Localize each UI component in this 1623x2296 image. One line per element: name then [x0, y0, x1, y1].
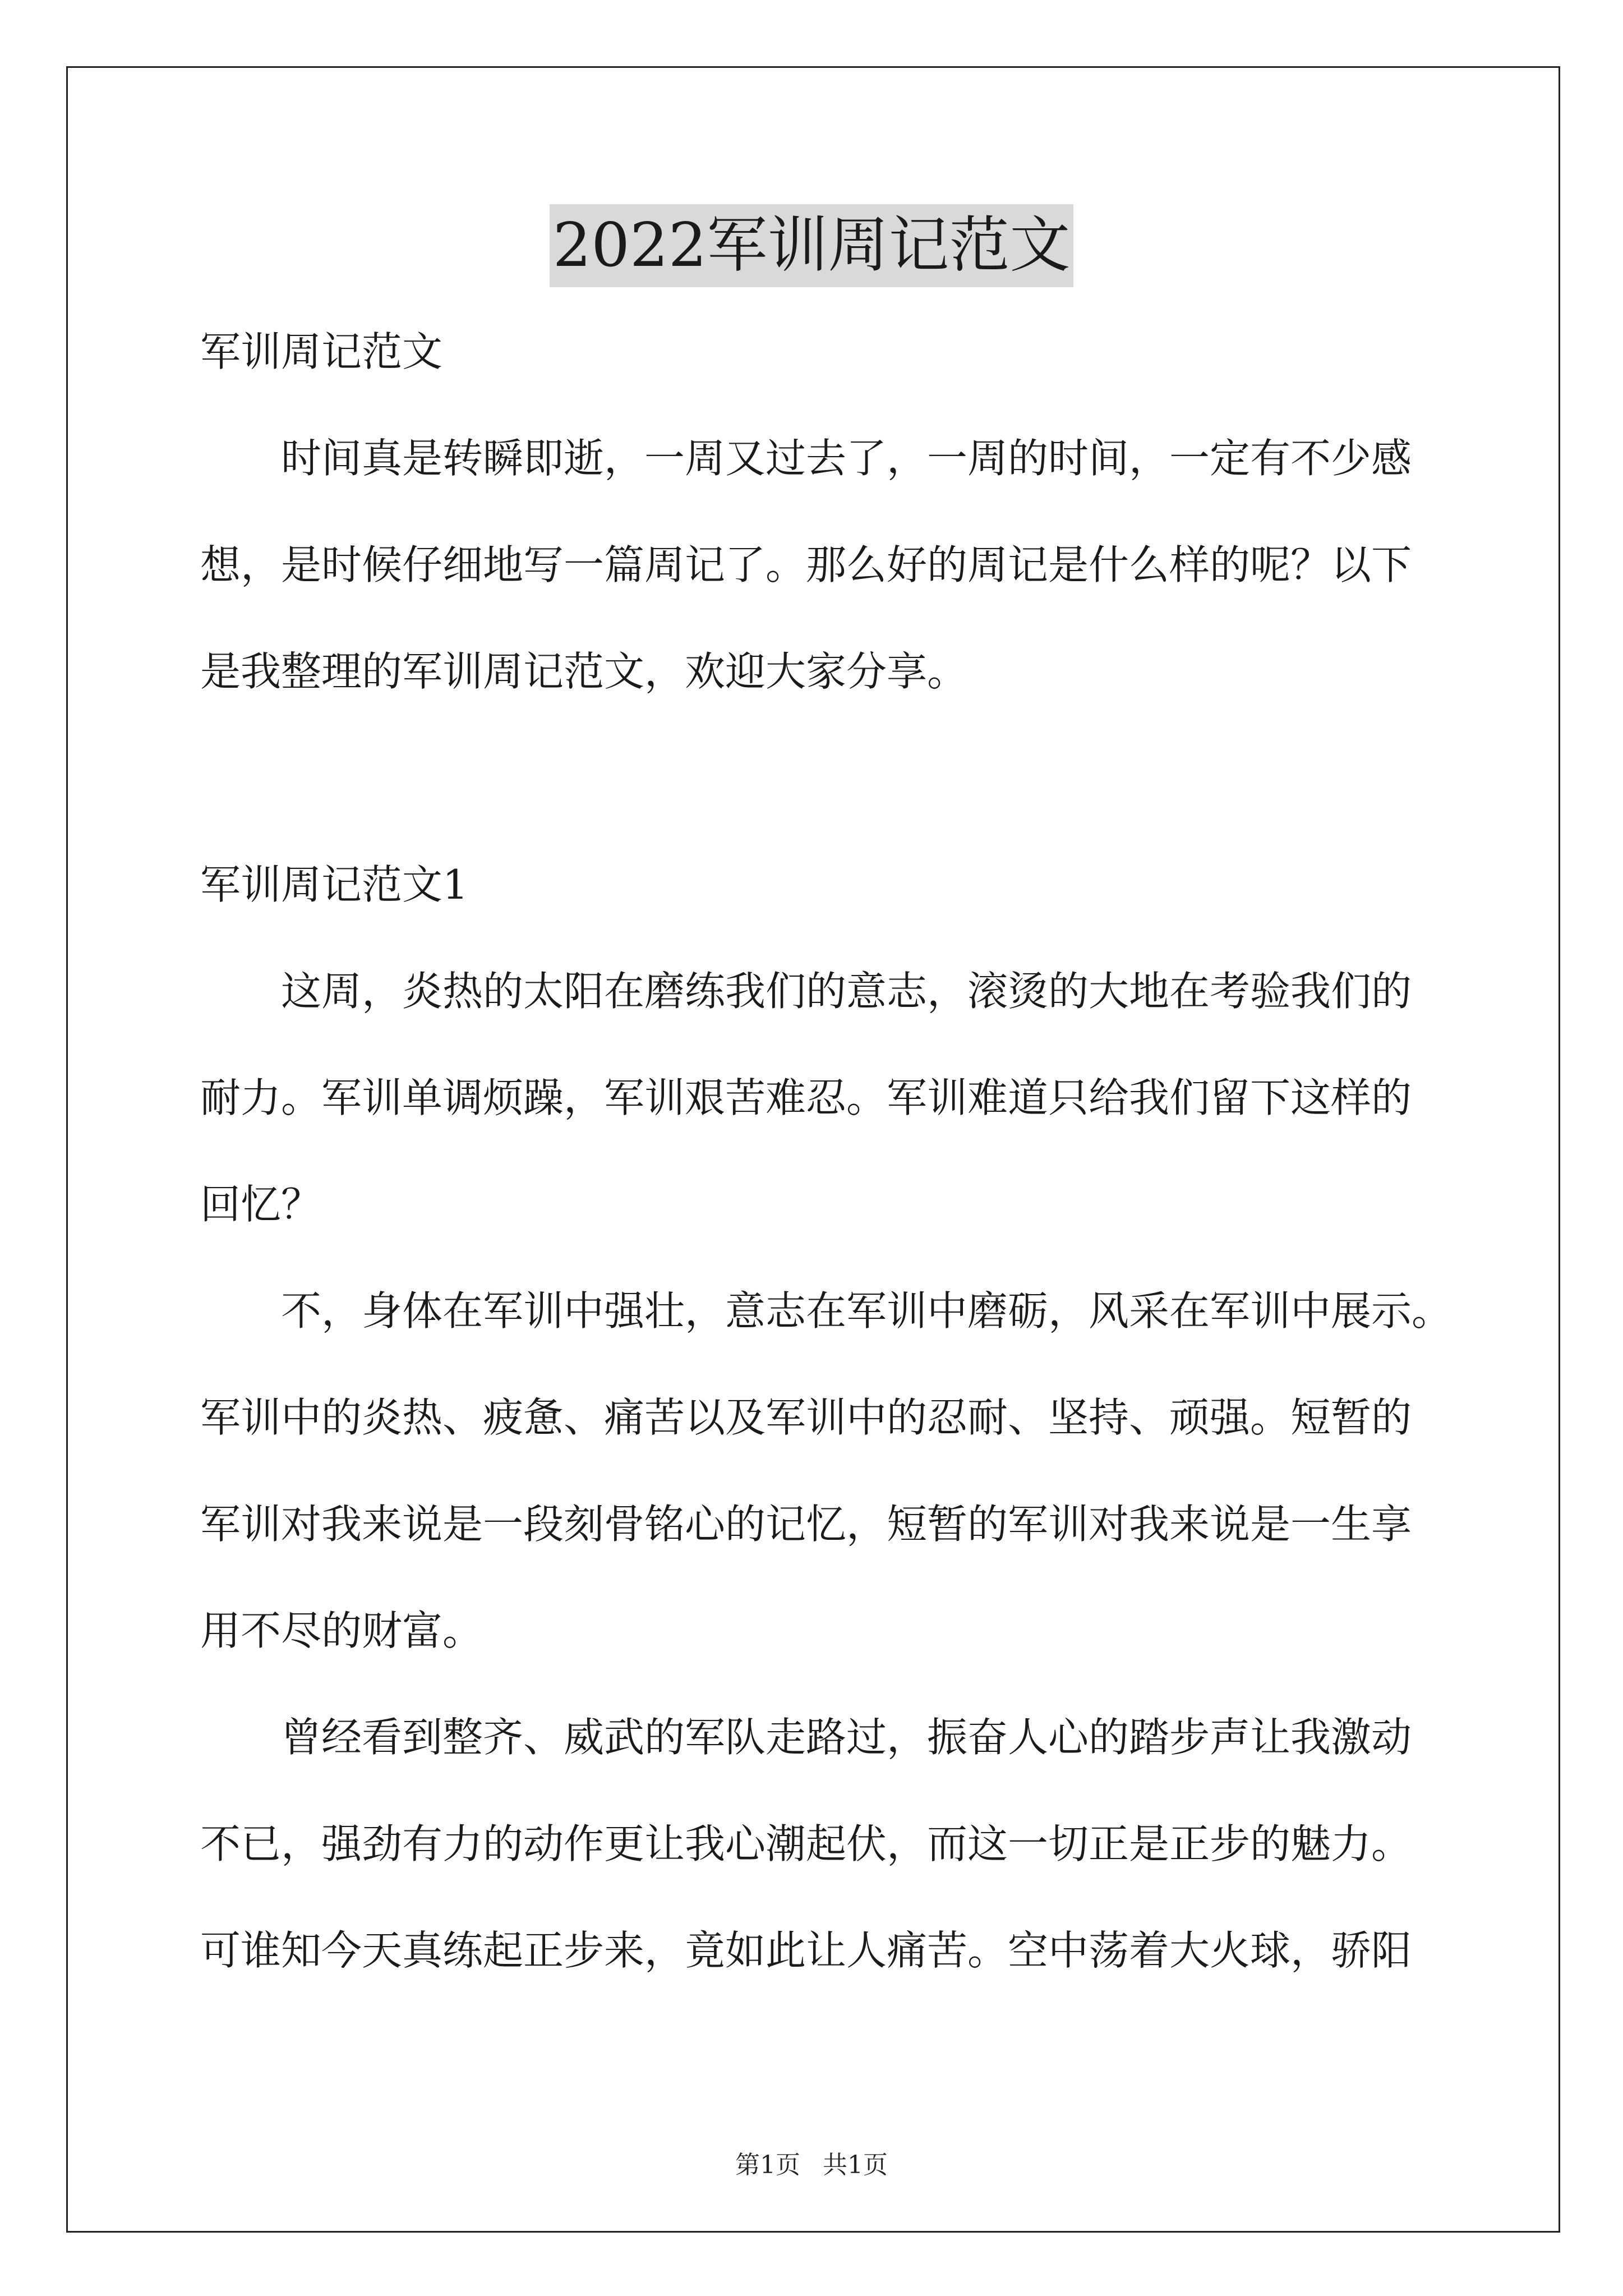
paragraph-line: 曾经看到整齐、威武的军队走路过，振奋人心的踏步声让我激动 — [281, 1714, 1412, 1761]
paragraph-line: 耐力。军训单调烦躁，军训艰苦难忍。军训难道只给我们留下这样的 — [200, 1074, 1412, 1121]
paragraph-line: 用不尽的财富。 — [200, 1607, 483, 1654]
document-body — [200, 298, 1453, 2004]
paragraph-line: 回忆？ — [200, 1181, 322, 1228]
paragraph-line: 不已，强劲有力的动作更让我心潮起伏，而这一切正是正步的魅力。 — [200, 1820, 1412, 1867]
page-number-current: 第1页 — [735, 2151, 800, 2179]
intro-heading: 军训周记范文 — [200, 328, 443, 375]
paragraph-line: 军训中的炎热、疲惫、痛苦以及军训中的忍耐、坚持、顽强。短暂的 — [200, 1394, 1412, 1441]
blank-line — [200, 725, 1434, 831]
paragraph-line: 不，身体在军训中强壮，意志在军训中磨砺，风采在军训中展示。 — [281, 1287, 1453, 1335]
paragraph-line: 这周，炎热的太阳在磨练我们的意志，滚烫的大地在考验我们的 — [281, 968, 1412, 1015]
paragraph-line: 军训对我来说是一段刻骨铭心的记忆，短暂的军训对我来说是一生享 — [200, 1501, 1412, 1548]
title-area — [0, 204, 1623, 287]
document-title: 2022军训周记范文 — [550, 204, 1074, 287]
page-footer — [0, 2148, 1623, 2182]
intro-line: 时间真是转瞬即逝，一周又过去了，一周的时间，一定有不少感 — [281, 435, 1412, 482]
page-number-total: 共1页 — [823, 2151, 888, 2179]
paragraph-line: 可谁知今天真练起正步来，竟如此让人痛苦。空中荡着大火球，骄阳 — [200, 1927, 1412, 1974]
section-heading: 军训周记范文1 — [200, 861, 468, 908]
intro-line: 是我整理的军训周记范文，欢迎大家分享。 — [200, 648, 968, 695]
intro-line: 想，是时候仔细地写一篇周记了。那么好的周记是什么样的呢？以下 — [200, 541, 1412, 588]
